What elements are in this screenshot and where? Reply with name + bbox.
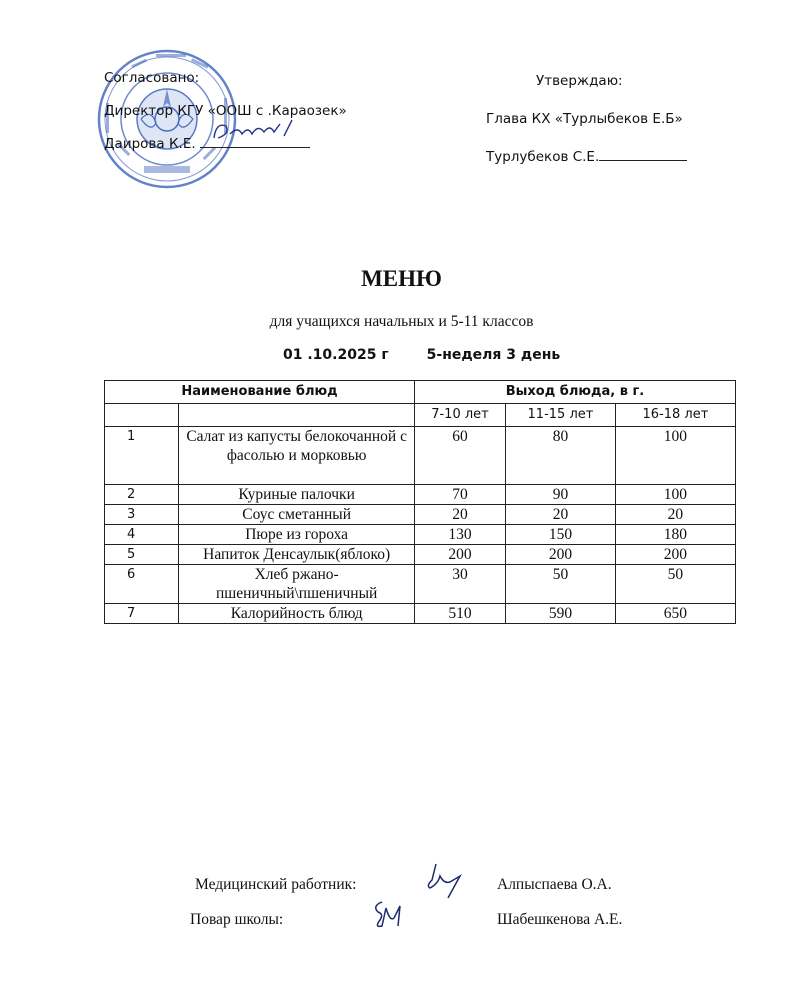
approval-left-label: Согласовано:: [104, 70, 200, 86]
table-row: [105, 525, 736, 545]
portion-value: 200: [506, 545, 616, 565]
medic-name: Алпыспаева О.А.: [497, 876, 612, 893]
portion-value: 70: [414, 485, 505, 505]
age-group-header: 7-10 лет: [414, 404, 505, 427]
portion-value: 130: [414, 525, 505, 545]
director-signature-icon: [208, 118, 318, 148]
portion-value: 100: [615, 485, 735, 505]
table-row: [105, 485, 736, 505]
portion-value: 90: [506, 485, 616, 505]
approval-left-name: Даирова К.Е.: [104, 136, 196, 152]
dish-name: Куриные палочки: [179, 485, 415, 505]
portion-value: 20: [414, 505, 505, 525]
medic-role: Медицинский работник:: [195, 876, 357, 893]
approval-right-block: [486, 62, 687, 176]
header-dish-name: Наименование блюд: [105, 381, 415, 404]
table-age-row: [105, 404, 736, 427]
cook-name: Шабешкенова А.Е.: [497, 911, 623, 928]
portion-value: 20: [506, 505, 616, 525]
empty-cell: [105, 404, 179, 427]
table-header-row: [105, 381, 736, 404]
table-row: [105, 545, 736, 565]
approval-right-name: Турлубеков С.Е.: [486, 149, 600, 165]
portion-value: 200: [615, 545, 735, 565]
week-day: 5-неделя 3 день: [426, 347, 561, 363]
dish-name: Салат из капусты белокочанной с фасолью и морковью: [179, 427, 415, 485]
portion-value: 200: [414, 545, 505, 565]
menu-date: 01 .10.2025 г: [283, 347, 389, 363]
document-subtitle: для учащихся начальных и 5-11 классов: [269, 313, 534, 330]
portion-value: 50: [506, 565, 616, 604]
cook-signature-icon: [368, 898, 408, 934]
portion-value: 80: [506, 427, 616, 485]
menu-table: [104, 380, 736, 624]
portion-value: 150: [506, 525, 616, 545]
portion-value: 650: [615, 604, 735, 624]
medic-signature-icon: [420, 862, 470, 902]
row-number: 7: [105, 604, 179, 624]
age-group-header: 16-18 лет: [615, 404, 735, 427]
document-title: МЕНЮ: [361, 266, 442, 291]
portion-value: 510: [414, 604, 505, 624]
approval-right-position: Глава КХ «Турлыбеков Е.Б»: [486, 111, 683, 127]
row-number: 1: [105, 427, 179, 485]
table-row: [105, 505, 736, 525]
table-row: [105, 427, 736, 485]
empty-cell: [179, 404, 415, 427]
row-number: 2: [105, 485, 179, 505]
cook-role: Повар школы:: [190, 911, 284, 928]
age-group-header: 11-15 лет: [506, 404, 616, 427]
dish-name: Пюре из гороха: [179, 525, 415, 545]
dish-name: Хлеб ржано-пшеничный\пшеничный: [179, 565, 415, 604]
portion-value: 50: [615, 565, 735, 604]
dish-name: Калорийность блюд: [179, 604, 415, 624]
row-number: 6: [105, 565, 179, 604]
row-number: 3: [105, 505, 179, 525]
portion-value: 180: [615, 525, 735, 545]
portion-value: 590: [506, 604, 616, 624]
portion-value: 30: [414, 565, 505, 604]
approval-left-position: Директор КГУ «ООШ с .Караозек»: [104, 103, 347, 119]
portion-value: 60: [414, 427, 505, 485]
table-row: [105, 604, 736, 624]
dish-name: Напиток Денсаулык(яблоко): [179, 545, 415, 565]
header-output: Выход блюда, в г.: [414, 381, 735, 404]
portion-value: 20: [615, 505, 735, 525]
portion-value: 100: [615, 427, 735, 485]
row-number: 5: [105, 545, 179, 565]
signature-line: [599, 150, 687, 161]
date-line: [283, 347, 560, 363]
approval-right-signer: [486, 138, 687, 176]
table-row: [105, 565, 736, 604]
row-number: 4: [105, 525, 179, 545]
approval-right-label: Утверждаю:: [536, 73, 623, 89]
dish-name: Соус сметанный: [179, 505, 415, 525]
